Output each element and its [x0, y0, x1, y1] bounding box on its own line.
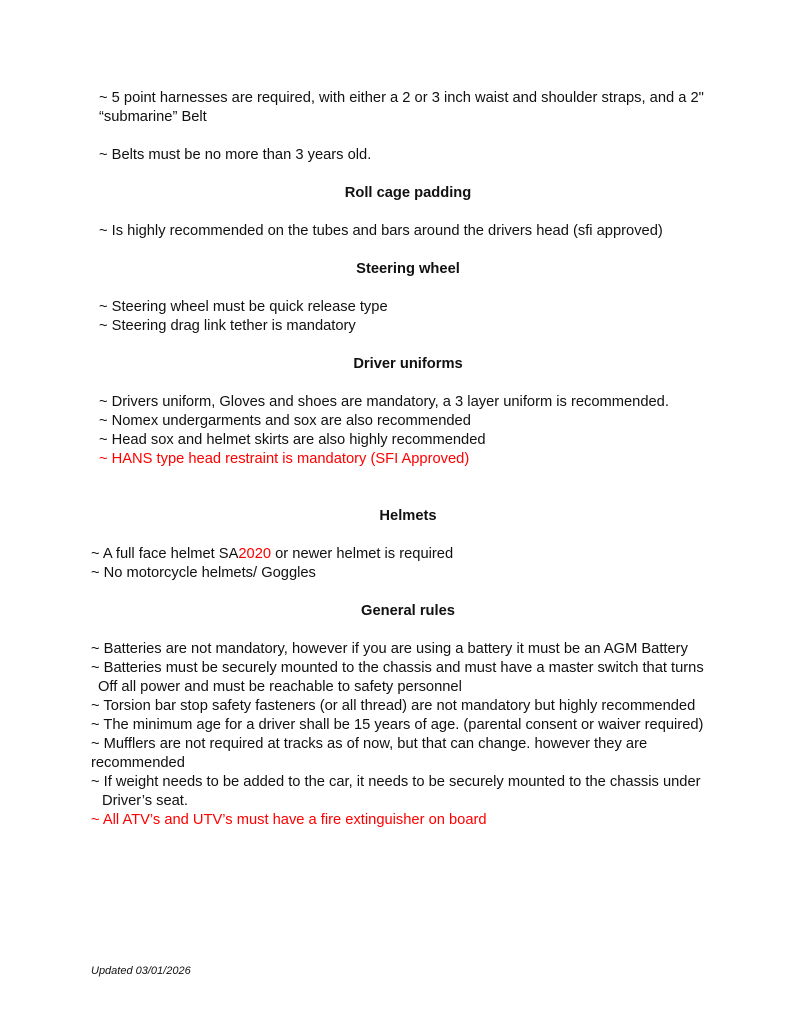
steering-rule-quick-release: ~ Steering wheel must be quick release type — [99, 299, 388, 315]
general-rule-weight-mount-cont: Driver’s seat. — [102, 793, 188, 809]
uniform-rule-head-sox: ~ Head sox and helmet skirts are also highly recommended — [99, 432, 486, 448]
general-rule-battery-mount: ~ Batteries must be securely mounted to the chassis and must have a master switch that turns — [91, 660, 704, 676]
helmet-rule-text-post: or newer helmet is required — [271, 546, 454, 562]
steering-rule-tether: ~ Steering drag link tether is mandatory — [99, 318, 356, 334]
section-heading-steering: Steering wheel — [356, 261, 460, 277]
general-rule-minimum-age: ~ The minimum age for a driver shall be 15 years of age. (parental consent or waiver required) — [91, 717, 704, 733]
section-heading-general-rules: General rules — [361, 603, 455, 619]
section-heading-helmets: Helmets — [379, 508, 437, 524]
general-rule-battery-agm: ~ Batteries are not mandatory, however if you are using a battery it must be an AGM Battery — [91, 641, 688, 657]
general-rule-torsion-bar: ~ Torsion bar stop safety fasteners (or all thread) are not mandatory but highly recommended — [91, 698, 696, 714]
helmet-rule-full-face — [0, 545, 796, 564]
uniform-rule-nomex: ~ Nomex undergarments and sox are also recommended — [99, 413, 471, 429]
section-heading-driver-uniforms: Driver uniforms — [353, 356, 463, 372]
harness-rule-line-1: ~ 5 point harnesses are required, with either a 2 or 3 inch waist and shoulder straps, and a 2" — [99, 90, 704, 106]
belt-age-rule: ~ Belts must be no more than 3 years old. — [99, 147, 372, 163]
roll-cage-rule: ~ Is highly recommended on the tubes and bars around the drivers head (sfi approved) — [99, 223, 663, 239]
uniform-rule-mandatory: ~ Drivers uniform, Gloves and shoes are mandatory, a 3 layer uniform is recommended. — [99, 394, 669, 410]
footer-updated-date: Updated 03/01/2026 — [91, 965, 191, 977]
general-rule-weight-mount: ~ If weight needs to be added to the car, it needs to be securely mounted to the chassis under — [91, 774, 701, 790]
general-rule-mufflers-cont: recommended — [91, 755, 185, 771]
general-rule-battery-mount-cont: Off all power and must be reachable to safety personnel — [98, 679, 462, 695]
helmet-rule-no-motorcycle: ~ No motorcycle helmets/ Goggles — [91, 565, 316, 581]
general-rule-fire-extinguisher: ~ All ATV’s and UTV’s must have a fire extinguisher on board — [91, 812, 487, 828]
general-rule-mufflers: ~ Mufflers are not required at tracks as of now, but that can change. however they are — [91, 736, 648, 752]
document-body — [0, 89, 796, 830]
uniform-rule-hans-restraint: ~ HANS type head restraint is mandatory (SFI Approved) — [99, 451, 470, 467]
helmet-rule-year-highlight: 2020 — [238, 546, 272, 562]
helmet-rule-text-pre: ~ A full face helmet SA — [91, 546, 239, 562]
harness-rule-line-2: “submarine” Belt — [99, 109, 207, 125]
section-heading-roll-cage: Roll cage padding — [344, 185, 472, 201]
